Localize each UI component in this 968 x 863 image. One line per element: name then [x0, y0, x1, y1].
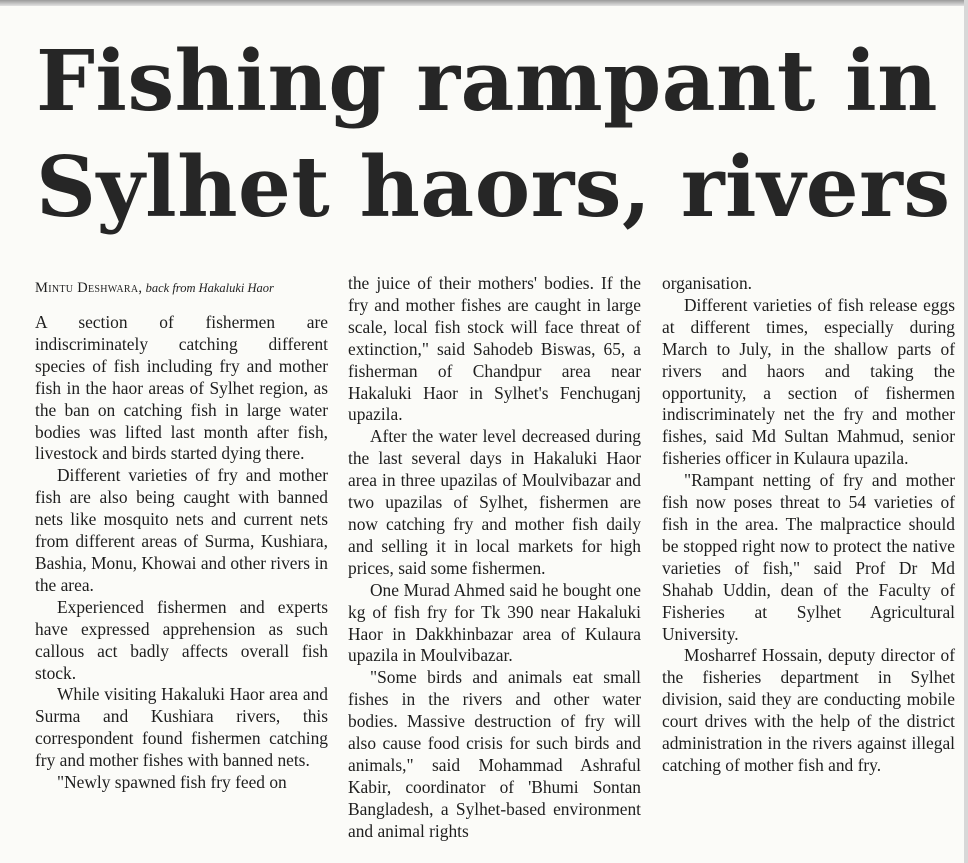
- paragraph: Mosharref Hossain, deputy director of the fisheries department in Sylhet division, said they are conducting mobile court drives with the help of the district administration in the rivers against illegal catching of mother fish and fry.: [662, 645, 955, 775]
- headline: [36, 28, 966, 240]
- article-column-2: [348, 273, 641, 843]
- article-column-3: [662, 273, 955, 777]
- byline-location: back from Hakaluki Haor: [145, 281, 274, 295]
- article-column-1: [35, 273, 328, 794]
- top-rule: [0, 0, 968, 6]
- paragraph: Different varieties of fish release eggs at different times, especially during March to July, in the shallow parts of rivers and haors and taking the opportunity, a section of fishermen indiscriminately net the fry and mother fishes, said Md Sultan Mahmud, senior fisheries officer in Kulaura upazila.: [662, 294, 955, 469]
- paragraph: After the water level decreased during the last several days in Hakaluki Haor area in three upazilas of Moulvibazar and two upazilas of Sylhet, fishermen are now catching fry and mother fish daily and selling it in local markets for high prices, said some fishermen.: [348, 426, 641, 578]
- headline-line-2: Sylhet haors, rivers: [36, 138, 951, 236]
- paragraph: "Some birds and animals eat small fishes in the rivers and other water bodies. Massive destruction of fry will also cause food crisis for such birds and animals," said Mohammad Ashraful Kabir, coordinator of 'Bhumi Sontan Bangladesh, a Sylhet-based environment and animal rights: [348, 667, 641, 841]
- paragraph: While visiting Hakaluki Haor area and Surma and Kushiara rivers, this correspondent found fishermen catching fry and mother fishes with banned nets.: [35, 684, 328, 771]
- paragraph: the juice of their mothers' bodies. If the fry and mother fishes are caught in large scale, local fish stock will face threat of extinction," said Sahodeb Biswas, 65, a fisherman of Chandpur area near Hakaluki Haor in Sylhet's Fenchuganj upazila.: [348, 273, 641, 425]
- byline: [35, 280, 328, 296]
- byline-author: Mintu Deshwara,: [35, 280, 143, 296]
- headline-line-1: Fishing rampant in: [36, 32, 938, 130]
- paragraph: organisation.: [662, 273, 753, 293]
- paragraph: One Murad Ahmed said he bought one kg of fish fry for Tk 390 near Hakaluki Haor in Dakkhinbazar area of Kulaura upazila in Moulvibazar.: [348, 579, 641, 666]
- paragraph: "Newly spawned fish fry feed on: [57, 772, 287, 793]
- paragraph: Different varieties of fry and mother fish are also being caught with banned nets like mosquito nets and current nets from different areas of Surma, Kushiara, Bashia, Monu, Khowai and other rivers in the area.: [35, 465, 328, 595]
- paragraph: Experienced fishermen and experts have expressed apprehension as such callous act badly affects overall fish stock.: [35, 596, 328, 683]
- paragraph: "Rampant netting of fry and mother fish now poses threat to 54 varieties of fish in the area. The malpractice should be stopped right now to protect the native varieties of fish," said Prof Dr Md Shahab Uddin, dean of the Faculty of Fisheries at Sylhet Agricultural University.: [662, 470, 955, 644]
- paragraph: A section of fishermen are indiscriminately catching different species of fish including fry and mother fish in the haor areas of Sylhet region, as the ban on catching fish in large water bodies was lifted last month after fish, livestock and birds started dying there.: [35, 312, 328, 464]
